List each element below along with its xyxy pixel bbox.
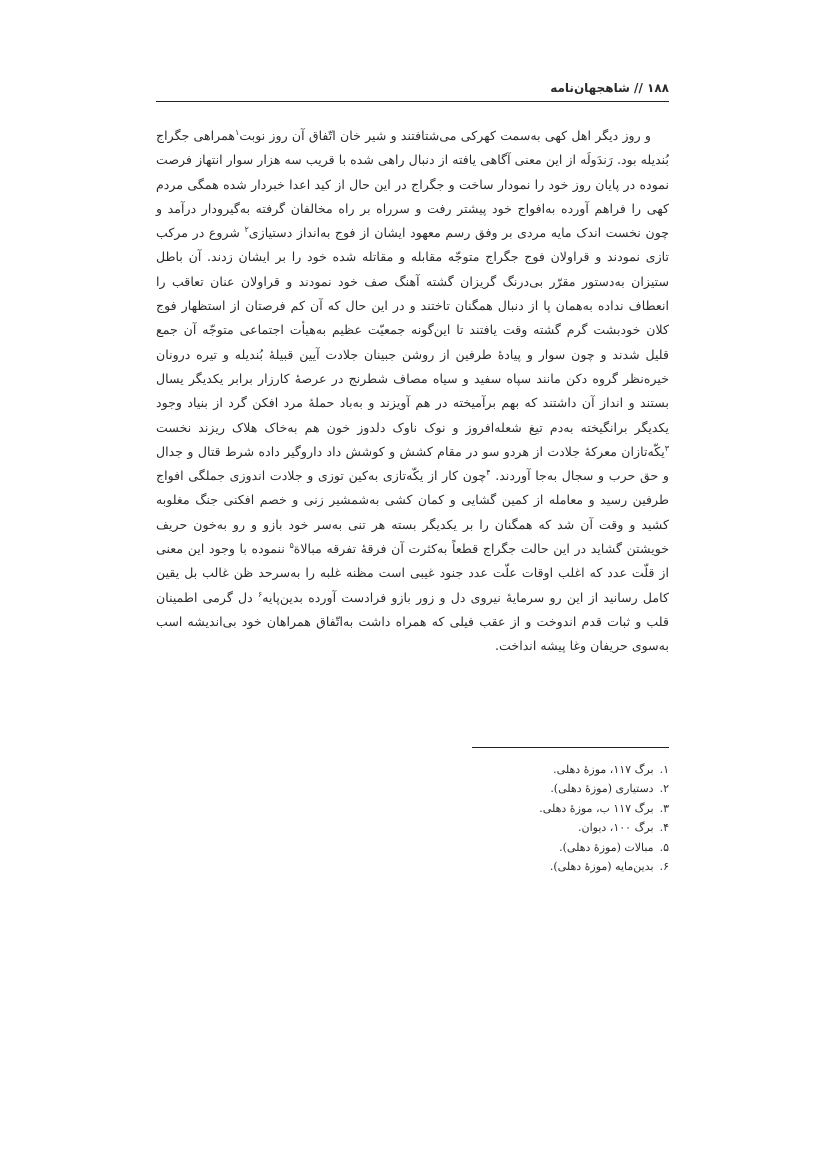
footnote-item (400, 799, 669, 818)
footnote-text: بدین‌مایه (موزهٔ دهلی). (549, 860, 654, 874)
footnote-reference: ۳ (664, 443, 669, 453)
footnote-item (400, 857, 669, 876)
main-text (156, 124, 669, 659)
text-segment: دل گرمی اطمینان قلب و ثبات قدم اندوخت و از عقب فیلی که همراه داشت به‌اتّفاق همراهان خود بی‌اندیشه اسب به‌سوی حریفان وغا پیشه انداخت. (156, 589, 669, 654)
footnote-reference: ۱ (235, 127, 240, 137)
footnote-text: دستیاری (موزهٔ دهلی). (550, 782, 654, 796)
footnote-number: ۳. (659, 801, 669, 815)
text-segment: یکّه‌تازان معرکهٔ جلادت از هردو سو در مقام کشش و کوشش داد داروگیر داده شرط قتال و جدال و حق حرب و سجال به‌جا آوردند. (156, 443, 669, 484)
footnote-reference: ۶ (257, 589, 263, 599)
footnote-number: ۶. (659, 860, 669, 874)
footnote-text: برگ ۱۰۰، دیوان. (578, 821, 654, 835)
footnote-item (400, 779, 669, 798)
running-head: ۱۸۸ // شاهجهان‌نامه (550, 81, 669, 95)
footnote-number: ۱. (659, 763, 669, 776)
text-segment: شروع در مرکب تازی نمودند و قراولان فوج جگراج متوجّه مقابله و مقاتله شده خود را بر ایشان زدند. آن باطل ستیزان به‌دستور مقرّر بی‌درنگ گریزان گشته آهنگ صف خود نمودند و قراولان عنان تعاقب را انعطاف نداده به‌همان پا از دنبال همگنان تاختند و در این حال که آن کم فرصتان از استظهار فوج کلان خودبشت گرم گشته وقت یافتند تا این‌گونه جمعیّت عظیم به‌هیأت اجتماعی متوجّه آن جمع قلیل شدند و چون سوار و پیادهٔ طرفین از روشن جبینان جلادت آیین قبیلهٔ بُندیله و تیره درونان خیره‌نظر گروه دکن مانند سپاه سفید و سیاه مصاف شطرنج در عرصهٔ کارزار برابر یکدیگر یسال بستند و انداز آن داشتند که بهم برآمیخته در هم آویزند و به‌باد حملهٔ مرد افکن گرد از بنیاد وجود یکدیگر برانگیخته به‌دم تیغ شعله‌افروز و نوک ناوک دلدوز خون هم به‌خاک هلاک ریزند نخست (156, 225, 669, 435)
footnote-text: مبالات (موزهٔ دهلی). (559, 840, 654, 854)
footnote-item (400, 818, 669, 837)
header-rule (156, 101, 669, 102)
text-segment: چون کار از یکّه‌تازی به‌کین توزی و جلادت اندوزی جملگی افواج طرفین رسید و معامله از کمین گشایی و کمان کشی به‌شمشیر زنی و خصم افکنی جنگ مغلوبه کشید و وقت آن شد که همگنان را بر یکدیگر بسته هر تنی به‌سر خود بازو و رو به‌خون حریف خویشتن گشاید در این حالت جگراج قطعاً به‌کثرت آن فرقهٔ تفرقه مبالاة (156, 468, 669, 557)
footnote-text: برگ ۱۱۷ ب، موزهٔ دهلی. (539, 801, 654, 815)
footnote-number: ۴. (659, 821, 669, 835)
footnote-reference: ۴ (486, 467, 491, 477)
paragraph (156, 124, 669, 659)
text-segment: و روز دیگر اهل کهی به‌سمت کهرکی می‌شتافتند و شیر خان اتّفاق آن روز نوبت (239, 128, 651, 143)
text-segment: همراهی جگراج بُندیله بود. رَندَولَه از این معنی آگاهی یافته از دنبال راهی شده با قریب سه هزار سوار انتهاز فرصت نموده در پایان روز خود را نمودار ساخت و جگراج در این حال از کید اعدا خبردار شده همگی مردم کهی را فراهم آورده به‌افواج خود پیشتر رفت و سرراه بر راه مخالفان گرفته به‌گیرودار درآمد و چون نخست اندک مایه مردی بر وفق رسم معهود ایشان از فوج به‌انداز دستیازی (156, 128, 669, 241)
footnote-text: برگ ۱۱۷، موزهٔ دهلی. (553, 763, 654, 776)
footnote-number: ۲. (659, 782, 669, 796)
footnote-item (400, 760, 669, 779)
footnote-number: ۵. (659, 840, 669, 854)
text-segment: ننموده با وجود این معنی از قلّت عدد که اغلب اوقات علّت عدد جنود غیبی است مظنه غلبه را به‌سرحد ظن غالب بل یقین کامل رسانید از این رو سرمایهٔ نیروی دل و زور بازو فرادست آورده بدین‌پایه (156, 541, 669, 605)
footnote-item (400, 838, 669, 857)
footnote-rule (472, 747, 669, 748)
footnote-reference: ۲ (244, 225, 249, 234)
footnote-reference: ۵ (289, 540, 294, 550)
footnote-list (400, 760, 669, 876)
